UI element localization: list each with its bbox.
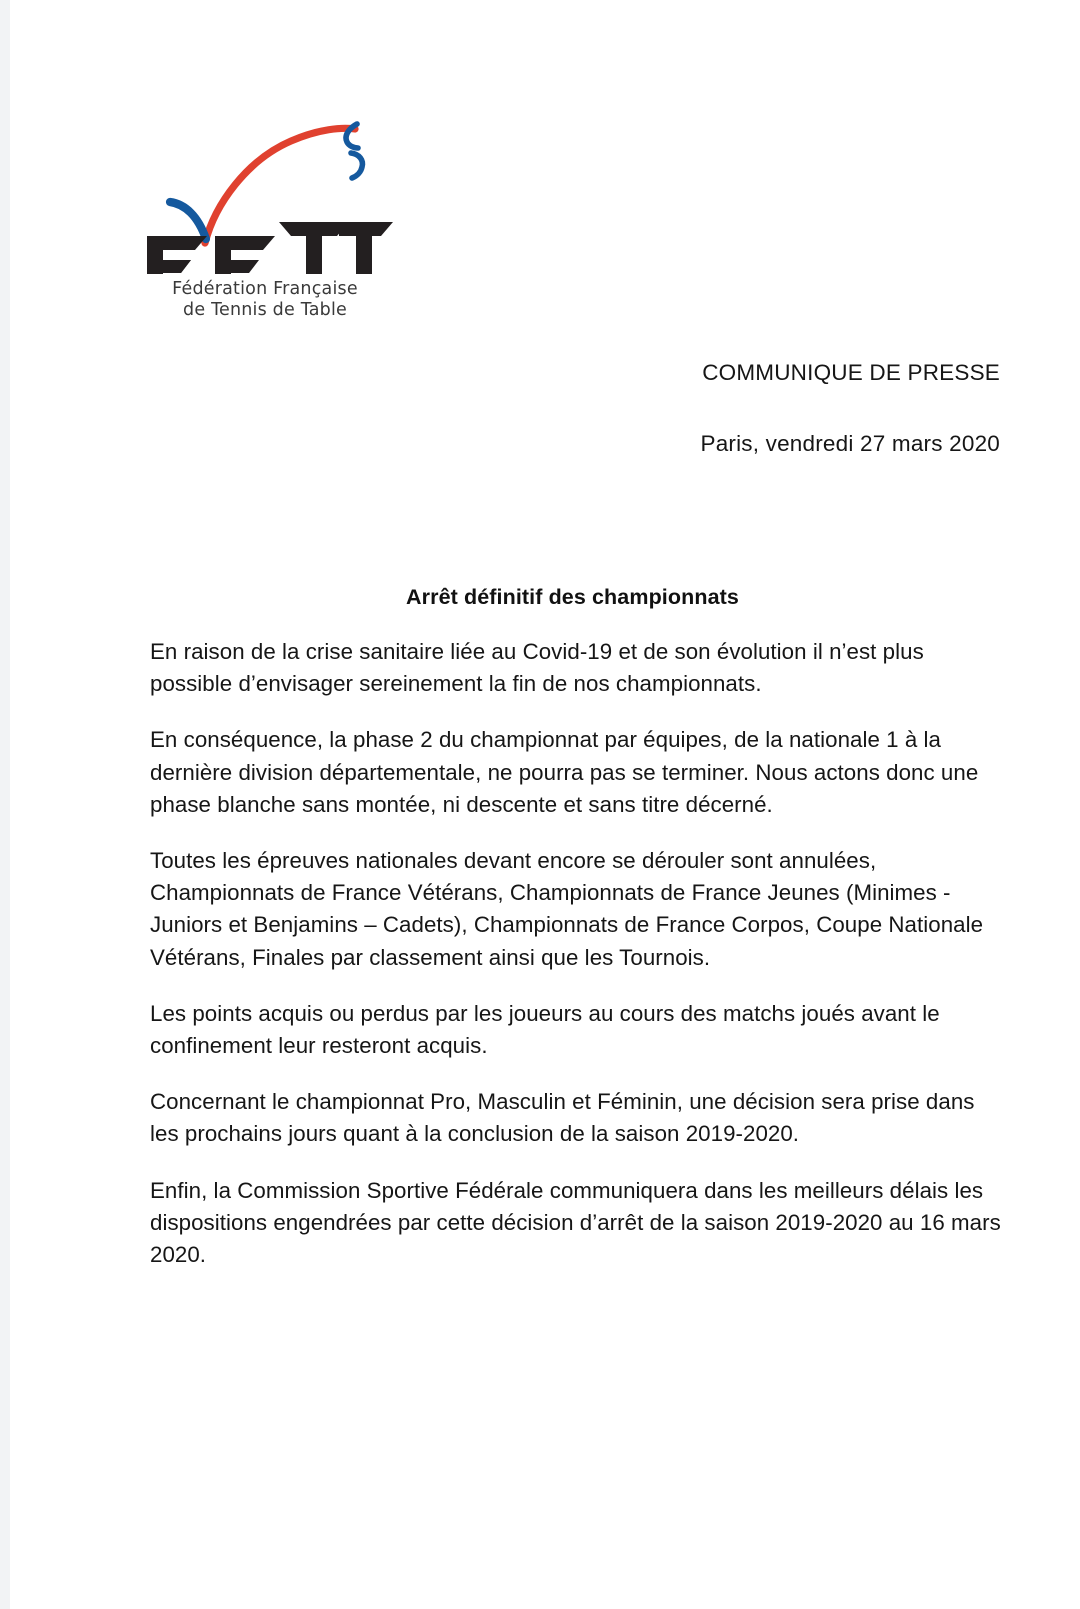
ball-motion-mark-upper-icon (346, 124, 358, 148)
communique-label: COMMUNIQUE DE PRESSE (702, 360, 1000, 385)
fftt-wordmark-icon (147, 222, 393, 274)
fftt-tagline-line-1: Fédération Française (172, 279, 358, 299)
fftt-logo-graphic (143, 112, 393, 277)
paragraph-3: Toutes les épreuves nationales devant encore se dérouler sont annulées, Championnats de France Vétérans, Championnats de France Jeunes (Minimes - Juniors et Benjamins – Cadets), Championnats de France Corpos, Coupe Nationale Vétérans, Finales par classement ainsi que les Tournois. (150, 848, 984, 970)
paddle-swoosh-icon (170, 202, 206, 239)
paragraph-6: Enfin, la Commission Sportive Fédérale communiquera dans les meilleurs délais les dispositions engendrées par cette décision d’arrêt de la saison 2019-2020 au 16 mars 2020. (150, 1177, 1001, 1268)
paragraph-4: Les points acquis ou perdus par les joueurs au cours des matchs joués avant le confinement leur resteront acquis. (150, 1000, 940, 1059)
paragraph-2: En conséquence, la phase 2 du championnat par équipes, de la nationale 1 à la dernière division départementale, ne pourra pas se terminer. Nous actons donc une phase blanche sans montée, ni descente et sans titre décerné. (150, 727, 979, 817)
body-copy (150, 636, 1002, 1271)
press-release-header (700, 360, 1000, 457)
fftt-logo (143, 112, 393, 320)
fftt-logo-tagline (151, 279, 379, 320)
dateline: Paris, vendredi 27 mars 2020 (700, 431, 1000, 456)
ball-motion-mark-lower-icon (351, 153, 362, 178)
left-edge-strip (0, 0, 10, 1609)
fftt-logo-mark (143, 112, 393, 277)
paragraph-5: Concernant le championnat Pro, Masculin et Féminin, une décision sera prise dans les prochains jours quant à la conclusion de la saison 2019-2020. (150, 1089, 975, 1147)
document-page (10, 0, 1080, 1609)
paragraph-1: En raison de la crise sanitaire liée au Covid-19 et de son évolution il n’est plus possible d’envisager sereinement la fin de nos championnats. (150, 639, 924, 697)
page-title: Arrêt définitif des championnats (406, 585, 739, 609)
fftt-tagline-line-2: de Tennis de Table (183, 299, 347, 320)
